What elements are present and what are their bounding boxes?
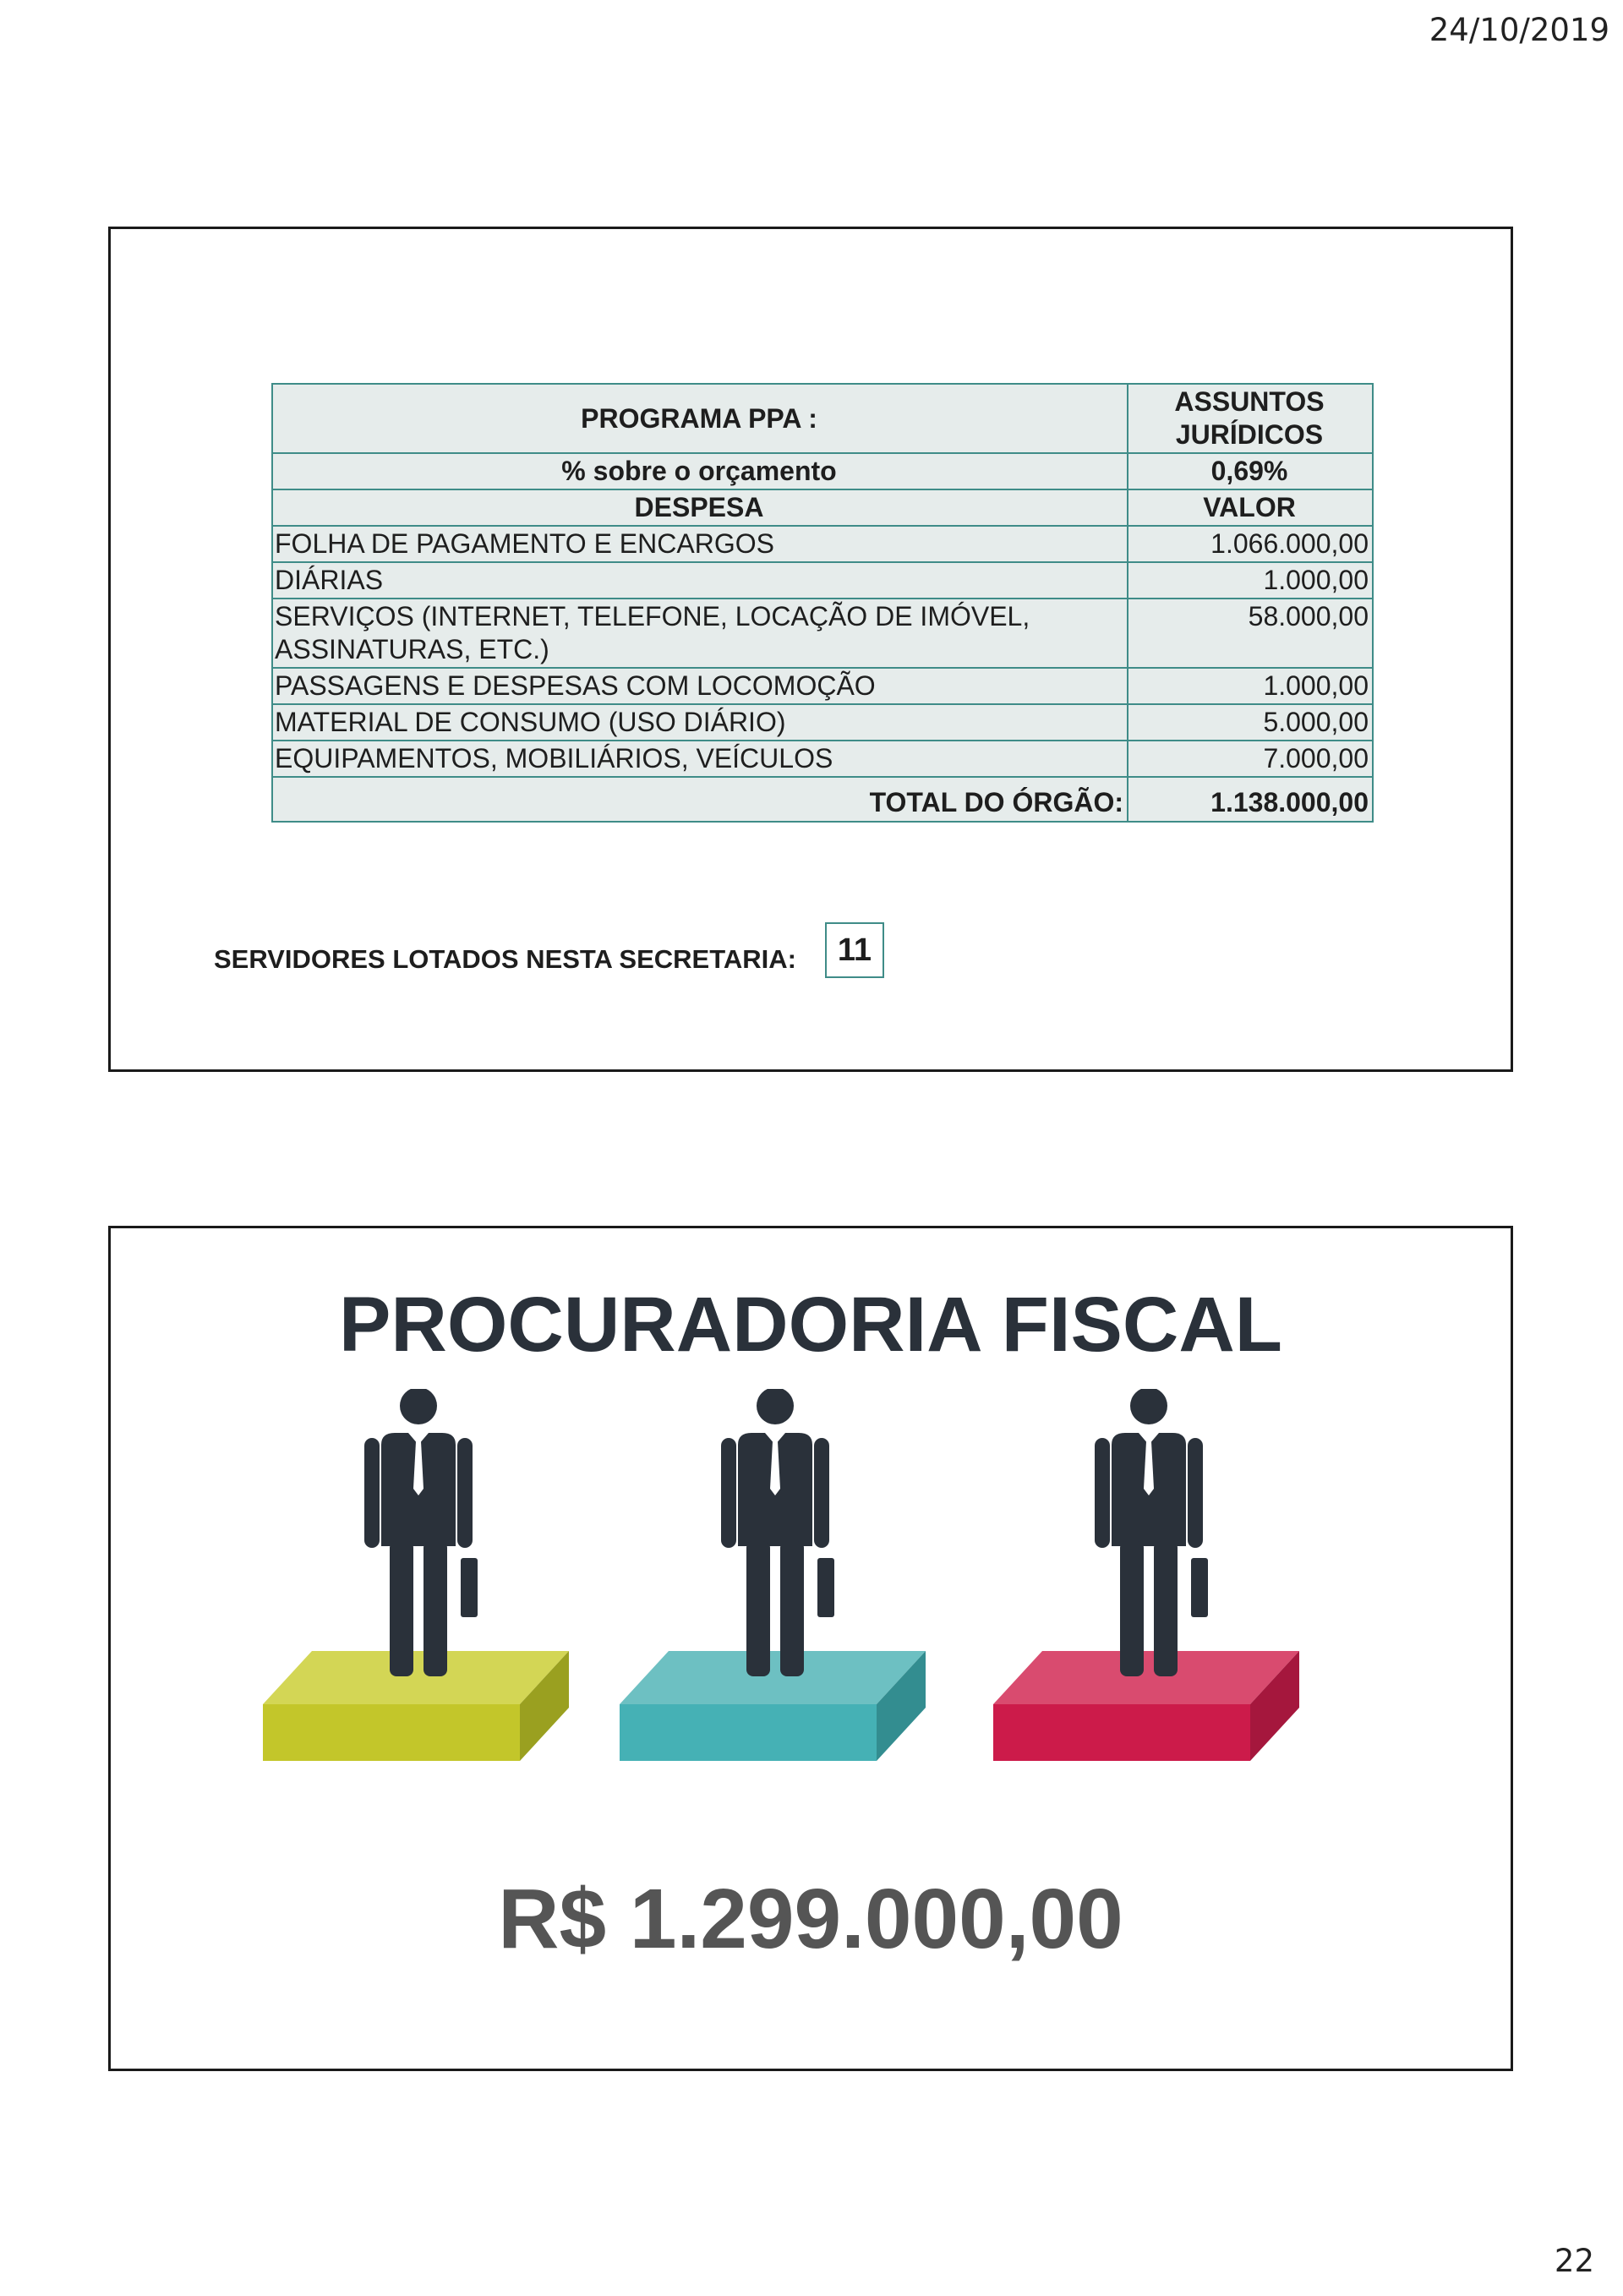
page-number: 22	[1554, 2243, 1594, 2279]
head	[1130, 1389, 1167, 1424]
program-value-line2: JURÍDICOS	[1175, 419, 1324, 450]
expense-value: 5.000,00	[1128, 704, 1373, 741]
total-label: TOTAL DO ÓRGÃO:	[272, 777, 1128, 822]
expense-label: MATERIAL DE CONSUMO (USO DIÁRIO)	[272, 704, 1128, 741]
program-value	[1128, 384, 1373, 453]
businessman-svg	[620, 1389, 941, 1761]
expense-value: 1.000,00	[1128, 668, 1373, 704]
budget-share-value: 0,69%	[1128, 453, 1373, 489]
right-leg	[780, 1541, 804, 1676]
right-leg	[1154, 1541, 1178, 1676]
table-row	[272, 704, 1373, 741]
expense-label: FOLHA DE PAGAMENTO E ENCARGOS	[272, 526, 1128, 562]
right-leg	[424, 1541, 447, 1676]
businessman-on-pedestal-icon	[993, 1389, 1314, 1761]
table-row	[272, 384, 1373, 453]
table-row	[272, 599, 1373, 668]
slide-budget-table	[108, 227, 1513, 1072]
pedestal-front	[620, 1704, 877, 1761]
expense-label: EQUIPAMENTOS, MOBILIÁRIOS, VEÍCULOS	[272, 741, 1128, 777]
pedestal-top	[620, 1651, 926, 1704]
table-header-row	[272, 489, 1373, 526]
head	[400, 1389, 437, 1424]
column-header-value: VALOR	[1128, 489, 1373, 526]
expense-label: DIÁRIAS	[272, 562, 1128, 599]
expense-value: 1.000,00	[1128, 562, 1373, 599]
header-date: 24/10/2019	[1429, 12, 1609, 48]
expense-label-line2: ASSINATURAS, ETC.)	[275, 634, 549, 664]
budget-share-label: % sobre o orçamento	[272, 453, 1128, 489]
left-leg	[390, 1541, 413, 1676]
table-row	[272, 562, 1373, 599]
slide-procuradoria-fiscal	[108, 1226, 1513, 2071]
expense-label: PASSAGENS E DESPESAS COM LOCOMOÇÃO	[272, 668, 1128, 704]
pedestal-top	[993, 1651, 1299, 1704]
total-row	[272, 777, 1373, 822]
left-arm	[364, 1438, 380, 1548]
expense-value: 1.066.000,00	[1128, 526, 1373, 562]
table-row	[272, 741, 1373, 777]
briefcase	[817, 1558, 834, 1617]
expense-value: 58.000,00	[1128, 599, 1373, 668]
pedestal-top	[263, 1651, 569, 1704]
pedestal-front	[263, 1704, 520, 1761]
program-value-line1: ASSUNTOS	[1174, 386, 1325, 417]
right-arm	[1188, 1438, 1203, 1548]
businessman-svg	[263, 1389, 584, 1761]
column-header-expense: DESPESA	[272, 489, 1128, 526]
briefcase	[461, 1558, 478, 1617]
expense-label-line1: SERVIÇOS (INTERNET, TELEFONE, LOCAÇÃO DE IMÓVEL,	[275, 601, 1030, 631]
businessman-svg	[993, 1389, 1314, 1761]
budget-table	[271, 383, 1374, 823]
left-leg	[1120, 1541, 1144, 1676]
right-arm	[457, 1438, 473, 1548]
staff-label: SERVIDORES LOTADOS NESTA SECRETARIA:	[214, 944, 796, 974]
slide-title: PROCURADORIA FISCAL	[339, 1282, 1282, 1368]
program-label: PROGRAMA PPA :	[272, 384, 1128, 453]
staff-count-block	[214, 922, 884, 978]
staff-count: 11	[825, 922, 884, 978]
expense-value: 7.000,00	[1128, 741, 1373, 777]
businessman-on-pedestal-icon	[263, 1389, 584, 1761]
left-arm	[721, 1438, 736, 1548]
pedestal-front	[993, 1704, 1250, 1761]
expense-label	[272, 599, 1128, 668]
table-row	[272, 526, 1373, 562]
left-arm	[1095, 1438, 1110, 1548]
briefcase	[1191, 1558, 1208, 1617]
total-amount: R$ 1.299.000,00	[498, 1872, 1123, 1966]
table-row	[272, 453, 1373, 489]
businessman-on-pedestal-icon	[620, 1389, 941, 1761]
left-leg	[746, 1541, 770, 1676]
table-row	[272, 668, 1373, 704]
right-arm	[814, 1438, 829, 1548]
total-value: 1.138.000,00	[1128, 777, 1373, 822]
head	[757, 1389, 794, 1424]
